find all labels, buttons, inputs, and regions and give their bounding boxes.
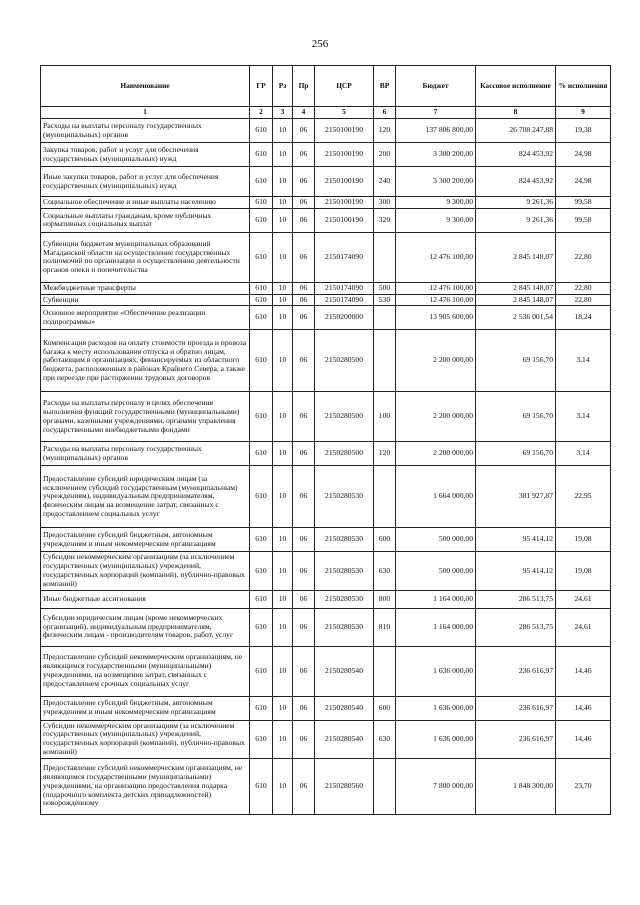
table-row	[41, 294, 611, 306]
cell-gr: 610	[250, 552, 273, 590]
table-row	[41, 552, 611, 590]
cell-pr: 06	[293, 232, 315, 282]
cell-rz: 10	[273, 232, 293, 282]
cell-gr: 610	[250, 232, 273, 282]
cell-budget: 12 476 100,00	[396, 232, 476, 282]
cell-name: Социальные выплаты гражданам, кроме публичных нормативных социальных выплат	[41, 208, 250, 232]
cell-gr: 610	[250, 197, 273, 209]
cell-exec: 26 708 247,88	[476, 119, 556, 143]
cell-pct: 19,08	[556, 528, 611, 552]
cell-exec: 9 261,36	[476, 208, 556, 232]
cell-rz: 10	[273, 758, 293, 814]
cell-vr: 600	[374, 696, 396, 720]
cell-csr: 2150280540	[315, 646, 374, 696]
cell-name: Расходы на выплаты персоналу в целях обеспечения выполнения функций государственными (муниципальными) органами, казенными учреждениями, органами управления государственными внебюджетными фондами	[41, 392, 250, 442]
cell-pr: 06	[293, 197, 315, 209]
table-row	[41, 720, 611, 758]
col-header-csr: ЦСР	[315, 66, 374, 107]
cell-budget: 2 200 000,00	[396, 442, 476, 466]
cell-exec: 381 927,87	[476, 466, 556, 528]
cell-pr: 06	[293, 143, 315, 167]
cell-pct: 99,58	[556, 197, 611, 209]
cell-rz: 10	[273, 552, 293, 590]
cell-csr: 2150100190	[315, 197, 374, 209]
cell-exec: 286 513,75	[476, 608, 556, 646]
cell-vr	[374, 232, 396, 282]
cell-exec: 2 845 148,07	[476, 282, 556, 294]
cell-pct: 24,98	[556, 167, 611, 197]
cell-exec: 2 845 148,07	[476, 232, 556, 282]
cell-rz: 10	[273, 720, 293, 758]
table-body	[41, 119, 611, 815]
cell-csr: 2150174090	[315, 232, 374, 282]
cell-vr: 240	[374, 167, 396, 197]
cell-budget: 12 476 100,00	[396, 294, 476, 306]
cell-gr: 610	[250, 758, 273, 814]
cell-name: Компенсация расходов на оплату стоимости проезда и провоза багажа к месту использования отпуска и обратно лицам, работающим в организациях, финансируемых из областного бюджета, расположенных в районах Крайнего Севера, а также при переезде при расторжении трудовых договоров	[41, 330, 250, 392]
cell-gr: 610	[250, 306, 273, 330]
cell-pct: 24,61	[556, 590, 611, 608]
cell-budget: 2 200 000,00	[396, 392, 476, 442]
col-header-pct: % исполнения	[556, 66, 611, 107]
cell-pct: 24,61	[556, 608, 611, 646]
cell-vr: 320	[374, 208, 396, 232]
cell-exec: 9 261,36	[476, 197, 556, 209]
table-row	[41, 197, 611, 209]
table-row	[41, 758, 611, 814]
cell-pct: 22,80	[556, 294, 611, 306]
cell-pct: 14,46	[556, 646, 611, 696]
cell-pct: 18,24	[556, 306, 611, 330]
cell-csr: 2150100190	[315, 143, 374, 167]
cell-vr: 800	[374, 590, 396, 608]
col-number: 6	[374, 107, 396, 119]
table-row	[41, 608, 611, 646]
cell-csr: 2150100190	[315, 167, 374, 197]
cell-pr: 06	[293, 646, 315, 696]
page-number: 256	[311, 38, 329, 50]
cell-gr: 610	[250, 208, 273, 232]
cell-name: Предоставление субсидий некоммерческим организациям, не являющимся государственными (муниципальными) учреждениями, на организацию предоставления подарка (подарочного комплекта детских принадлежностей) новорожденному	[41, 758, 250, 814]
cell-pr: 06	[293, 330, 315, 392]
cell-name: Субсидии некоммерческим организациям (за исключением государственных (муниципальных) учреждений, государственных корпораций (компаний), публично-правовых компаний)	[41, 720, 250, 758]
col-header-gr: ГР	[250, 66, 273, 107]
cell-pct: 14,46	[556, 720, 611, 758]
cell-csr: 2150280540	[315, 696, 374, 720]
cell-budget: 1 664 000,00	[396, 466, 476, 528]
cell-pr: 06	[293, 208, 315, 232]
cell-vr: 500	[374, 282, 396, 294]
table-row	[41, 282, 611, 294]
cell-budget: 13 905 600,00	[396, 306, 476, 330]
cell-rz: 10	[273, 442, 293, 466]
cell-name: Иные бюджетные ассигнования	[41, 590, 250, 608]
col-header-exec: Кассовое исполнение	[476, 66, 556, 107]
cell-vr: 120	[374, 442, 396, 466]
header-row	[41, 66, 611, 107]
cell-rz: 10	[273, 528, 293, 552]
cell-pr: 06	[293, 294, 315, 306]
cell-gr: 610	[250, 167, 273, 197]
cell-rz: 10	[273, 294, 293, 306]
cell-exec: 69 156,70	[476, 330, 556, 392]
cell-budget: 2 200 000,00	[396, 330, 476, 392]
cell-budget: 1 636 000,00	[396, 696, 476, 720]
table-row	[41, 392, 611, 442]
budget-execution-table	[40, 65, 611, 815]
cell-name: Субсидии некоммерческим организациям (за исключением государственных (муниципальных) учреждений, государственных корпораций (компаний), публично-правовых компаний)	[41, 552, 250, 590]
col-header-budget: Бюджет	[396, 66, 476, 107]
col-number: 7	[396, 107, 476, 119]
table-row	[41, 442, 611, 466]
col-number: 1	[41, 107, 250, 119]
cell-pr: 06	[293, 528, 315, 552]
cell-pr: 06	[293, 590, 315, 608]
cell-vr: 120	[374, 119, 396, 143]
table-row	[41, 466, 611, 528]
table-row	[41, 590, 611, 608]
cell-csr: 2150280560	[315, 758, 374, 814]
cell-vr	[374, 758, 396, 814]
cell-csr: 2150280500	[315, 330, 374, 392]
cell-name: Предоставление субсидий бюджетным, автономным учреждениям и иным некоммерческим организациям	[41, 696, 250, 720]
cell-pr: 06	[293, 167, 315, 197]
cell-csr: 2150280530	[315, 590, 374, 608]
cell-gr: 610	[250, 590, 273, 608]
cell-pct: 99,58	[556, 208, 611, 232]
cell-name: Расходы на выплаты персоналу государственных (муниципальных) органов	[41, 442, 250, 466]
cell-exec: 236 616,97	[476, 696, 556, 720]
table-row	[41, 167, 611, 197]
cell-csr: 2150174090	[315, 282, 374, 294]
cell-vr: 810	[374, 608, 396, 646]
cell-exec: 2 845 148,07	[476, 294, 556, 306]
col-number: 2	[250, 107, 273, 119]
cell-budget: 1 164 000,00	[396, 608, 476, 646]
cell-vr: 200	[374, 143, 396, 167]
cell-name: Иные закупки товаров, работ и услуг для обеспечения государственных (муниципальных) нужд	[41, 167, 250, 197]
cell-budget: 137 806 800,00	[396, 119, 476, 143]
cell-pct: 3,14	[556, 392, 611, 442]
cell-gr: 610	[250, 282, 273, 294]
col-number: 9	[556, 107, 611, 119]
cell-csr: 2150280500	[315, 442, 374, 466]
cell-gr: 610	[250, 528, 273, 552]
col-number: 8	[476, 107, 556, 119]
cell-rz: 10	[273, 590, 293, 608]
cell-name: Предоставление субсидий юридическим лицам (за исключением субсидий государственным (муниципальным) учреждениям), индивидуальным предпринимателям, физическим лицам на возмещение затрат, связанных с предоставлением социальных услуг	[41, 466, 250, 528]
cell-pr: 06	[293, 282, 315, 294]
table-row	[41, 646, 611, 696]
cell-pct: 23,70	[556, 758, 611, 814]
cell-csr: 2150280530	[315, 608, 374, 646]
cell-rz: 10	[273, 330, 293, 392]
cell-pct: 24,98	[556, 143, 611, 167]
cell-pr: 06	[293, 720, 315, 758]
cell-exec: 95 414,12	[476, 528, 556, 552]
cell-name: Предоставление субсидий некоммерческим организациям, не являющимся государственными (муниципальными) учреждениями, на возмещение затрат, связанных с предоставлением срочных социальных услуг	[41, 646, 250, 696]
cell-budget: 9 300,00	[396, 208, 476, 232]
cell-exec: 95 414,12	[476, 552, 556, 590]
cell-exec: 824 453,92	[476, 143, 556, 167]
cell-exec: 824 453,92	[476, 167, 556, 197]
cell-pr: 06	[293, 608, 315, 646]
cell-budget: 1 636 000,00	[396, 646, 476, 696]
cell-pct: 22,95	[556, 466, 611, 528]
col-header-pr: Пр	[293, 66, 315, 107]
cell-csr: 2150280530	[315, 466, 374, 528]
cell-pr: 06	[293, 306, 315, 330]
cell-budget: 9 300,00	[396, 197, 476, 209]
cell-csr: 2150280530	[315, 528, 374, 552]
cell-gr: 610	[250, 294, 273, 306]
cell-rz: 10	[273, 392, 293, 442]
cell-budget: 7 800 000,00	[396, 758, 476, 814]
cell-pct: 14,46	[556, 696, 611, 720]
cell-budget: 3 300 200,00	[396, 167, 476, 197]
cell-budget: 12 476 100,00	[396, 282, 476, 294]
cell-vr: 300	[374, 197, 396, 209]
cell-pct: 3,14	[556, 442, 611, 466]
cell-gr: 610	[250, 466, 273, 528]
cell-rz: 10	[273, 306, 293, 330]
cell-exec: 236 616,97	[476, 720, 556, 758]
cell-gr: 610	[250, 330, 273, 392]
cell-gr: 610	[250, 392, 273, 442]
cell-rz: 10	[273, 119, 293, 143]
cell-rz: 10	[273, 646, 293, 696]
cell-rz: 10	[273, 167, 293, 197]
col-header-rz: Рз	[273, 66, 293, 107]
cell-budget: 500 000,00	[396, 552, 476, 590]
cell-pct: 19,08	[556, 552, 611, 590]
cell-gr: 610	[250, 720, 273, 758]
cell-pct: 22,80	[556, 282, 611, 294]
col-header-name: Наименование	[41, 66, 250, 107]
cell-vr: 600	[374, 528, 396, 552]
table-row	[41, 696, 611, 720]
table-row	[41, 232, 611, 282]
cell-vr	[374, 646, 396, 696]
cell-pr: 06	[293, 696, 315, 720]
cell-exec: 2 536 001,54	[476, 306, 556, 330]
cell-rz: 10	[273, 608, 293, 646]
cell-budget: 1 164 000,00	[396, 590, 476, 608]
cell-csr: 2150280500	[315, 392, 374, 442]
col-header-vr: ВР	[374, 66, 396, 107]
cell-gr: 610	[250, 143, 273, 167]
cell-rz: 10	[273, 466, 293, 528]
cell-gr: 610	[250, 696, 273, 720]
table-row	[41, 330, 611, 392]
col-number: 4	[293, 107, 315, 119]
cell-gr: 610	[250, 608, 273, 646]
cell-vr	[374, 306, 396, 330]
cell-rz: 10	[273, 696, 293, 720]
cell-name: Основное мероприятие «Обеспечение реализации подпрограммы»	[41, 306, 250, 330]
cell-gr: 610	[250, 442, 273, 466]
cell-rz: 10	[273, 282, 293, 294]
cell-name: Субсидии юридическим лицам (кроме некоммерческих организаций), индивидуальным предпринимателям, физическим лицам - производителям товаров, работ, услуг	[41, 608, 250, 646]
cell-pr: 06	[293, 119, 315, 143]
cell-vr: 100	[374, 392, 396, 442]
cell-pr: 06	[293, 442, 315, 466]
cell-pct: 19,38	[556, 119, 611, 143]
cell-vr	[374, 466, 396, 528]
cell-budget: 500 000,00	[396, 528, 476, 552]
cell-rz: 10	[273, 197, 293, 209]
cell-vr: 630	[374, 720, 396, 758]
column-number-row	[41, 107, 611, 119]
table-row	[41, 208, 611, 232]
cell-pct: 3,14	[556, 330, 611, 392]
cell-exec: 69 156,70	[476, 392, 556, 442]
table-row	[41, 306, 611, 330]
cell-name: Закупка товаров, работ и услуг для обеспечения государственных (муниципальных) нужд	[41, 143, 250, 167]
cell-pr: 06	[293, 392, 315, 442]
cell-exec: 286 513,75	[476, 590, 556, 608]
cell-gr: 610	[250, 646, 273, 696]
cell-pct: 22,80	[556, 232, 611, 282]
table-row	[41, 143, 611, 167]
cell-name: Межбюджетные трансферты	[41, 282, 250, 294]
cell-pr: 06	[293, 552, 315, 590]
cell-gr: 610	[250, 119, 273, 143]
cell-name: Субвенции бюджетам муниципальных образований Магаданской области на осуществление государственных полномочий по организации и осуществлению деятельности органов опеки и попечительства	[41, 232, 250, 282]
cell-exec: 69 156,70	[476, 442, 556, 466]
table-row	[41, 528, 611, 552]
cell-csr: 2150200000	[315, 306, 374, 330]
cell-vr: 630	[374, 552, 396, 590]
cell-pr: 06	[293, 466, 315, 528]
col-number: 5	[315, 107, 374, 119]
cell-budget: 1 636 000,00	[396, 720, 476, 758]
cell-name: Расходы на выплаты персоналу государственных (муниципальных) органов	[41, 119, 250, 143]
cell-rz: 10	[273, 143, 293, 167]
cell-budget: 3 300 200,00	[396, 143, 476, 167]
cell-csr: 2150100190	[315, 208, 374, 232]
cell-csr: 2150174090	[315, 294, 374, 306]
cell-csr: 2150280540	[315, 720, 374, 758]
cell-name: Предоставление субсидий бюджетным, автономным учреждениям и иным некоммерческим организациям	[41, 528, 250, 552]
cell-pr: 06	[293, 758, 315, 814]
cell-csr: 2150280530	[315, 552, 374, 590]
cell-exec: 1 848 300,00	[476, 758, 556, 814]
col-number: 3	[273, 107, 293, 119]
cell-rz: 10	[273, 208, 293, 232]
cell-name: Субвенции	[41, 294, 250, 306]
cell-name: Социальное обеспечение и иные выплаты населению	[41, 197, 250, 209]
cell-vr	[374, 330, 396, 392]
cell-csr: 2150100190	[315, 119, 374, 143]
cell-exec: 236 616,97	[476, 646, 556, 696]
table-row	[41, 119, 611, 143]
cell-vr: 530	[374, 294, 396, 306]
